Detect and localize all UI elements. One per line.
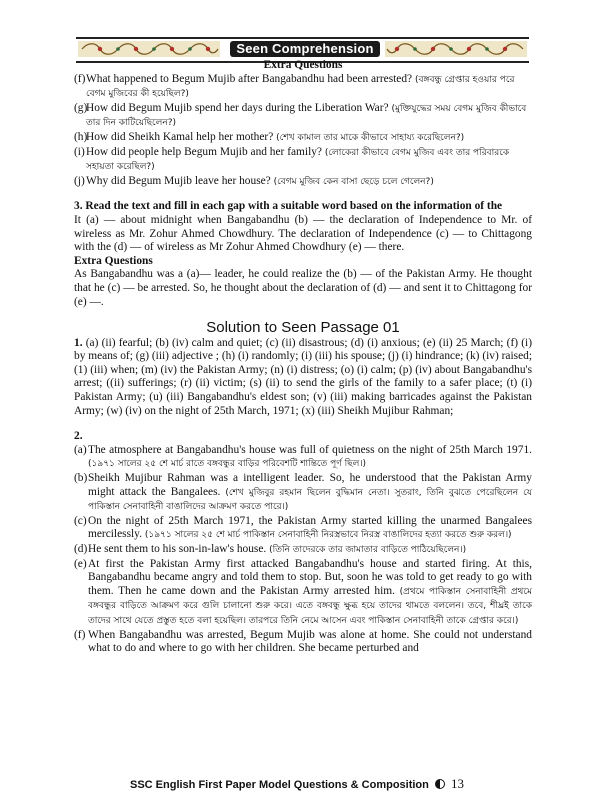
question-english: How did people help Begum Mujib and her family?: [86, 145, 322, 158]
question-text: [86, 146, 532, 175]
section3-text: It (a) — about midnight when Bangabandhu (b) — the declaration of Independence to Mr. of wireless as Mr. Zohur Ahmed Chowdhury. The declaration of Independence (c) — to Chittagong with the (d) — of wireless as Mr Zohur Ahmed Chowdhury (e) — there.: [74, 213, 532, 254]
solution-title: Solution to Seen Passage 01: [206, 319, 400, 337]
answer-label: (b): [74, 472, 88, 485]
answer-label: (a): [74, 443, 87, 456]
extra-questions-heading: Extra Questions: [263, 59, 343, 71]
question-label: (i): [74, 145, 85, 158]
question-item: [74, 175, 532, 190]
question-bangla: (বেগম মুজিব কেন বাসা ছেড়ে চলে গেলেন?): [273, 176, 434, 187]
answer-english: At first the Pakistan Army first attacked Bangabandhu's house and started firing. At this, Bangabandhu became angry and told them to stop. But, soon he was told to get ready to go with them. Then he came down and the Pakistan Army arrested him.: [88, 557, 532, 597]
answer-english: When Bangabandhu was arrested, Begum Mujib was alone at home. She could not understand what to do and where to go with her children. She became perturbed and: [88, 628, 532, 655]
content: [74, 59, 532, 656]
answer-item: [74, 558, 532, 629]
answer-text: [88, 515, 532, 543]
page-number: 13: [451, 776, 464, 791]
answer-text: [88, 629, 532, 656]
answer-bangla: (১৯৭১ সালের ২৫ শে মার্চ রাতে বঙ্গবন্ধুর বাড়ির পরিবেশটি শান্তিতে পূর্ণ ছিল।): [88, 459, 367, 470]
answer-english: He sent them to his son-in-law's house.: [88, 543, 267, 555]
answer-text: [88, 558, 532, 629]
answer-text: [88, 444, 532, 472]
answer-item: [74, 472, 532, 515]
question-bangla: (লোকেরা কীভাবে বেগম মুজিব এবং তার পরিবারকে সহায়তা করেছিল?): [86, 147, 510, 173]
answer-label: (e): [74, 557, 87, 570]
section3-title: 3. Read the text and fill in each gap with a suitable word based on the information of the: [74, 200, 503, 213]
answer-bangla: (শেখ মুজিবুর রহমান ছিলেন বুদ্ধিমান নেতা। সুতরাং, তিনি বুঝতে পেরেছিলেন যে পাকিস্তান সেনাবাহিনী বাঙালিদের আক্রমণ করতে পারে।): [88, 487, 532, 513]
section3-extra-heading: Extra Questions: [74, 254, 153, 267]
question-label: (f): [74, 72, 86, 85]
question-label: (h): [74, 130, 88, 143]
answer-label: (d): [74, 543, 88, 555]
answer-label: (f): [74, 628, 86, 641]
question-english: What happened to Begum Mujib after Bangabandhu had been arrested?: [86, 72, 413, 85]
footer-book-title: SSC English First Paper Model Questions & Composition: [130, 779, 429, 791]
answer-1-label: 1.: [74, 336, 83, 349]
question-bangla: (মুক্তিযুদ্ধের সময় বেগম মুজিব কীভাবে তার দিন কাটিয়েছিলেন?): [86, 103, 527, 129]
question-text: [86, 131, 532, 146]
answer-2-label: 2.: [74, 430, 83, 443]
question-text: [86, 73, 532, 102]
answer-label: (c): [74, 514, 87, 527]
half-circle-icon: [435, 779, 445, 789]
question-item: [74, 102, 532, 131]
answer-text: [88, 543, 532, 558]
question-label: (g): [74, 101, 88, 114]
answer-item: [74, 543, 532, 558]
question-item: [74, 73, 532, 102]
page-footer: [130, 776, 530, 792]
answer-item: [74, 444, 532, 472]
question-bangla: (বঙ্গবন্ধু গ্রেপ্তার হওয়ার পরে বেগম মুজিবের কী হয়েছিল?): [86, 74, 515, 100]
answer-1: [74, 337, 532, 419]
answer-english: The atmosphere at Bangabandhu's house was full of quietness on the night of 25th March 1971.: [88, 443, 532, 456]
question-english: How did Begum Mujib spend her days during the Liberation War?: [86, 101, 389, 114]
ornament-right-icon: [385, 41, 527, 57]
question-bangla: (শেখ কামাল তার মাকে কীভাবে সাহায্য করেছিলেন?): [276, 132, 465, 143]
answer-item: [74, 629, 532, 656]
section3-extra-text: As Bangabandhu was a (a)— leader, he could realize the (b) — of the Pakistan Army. He thought that he (c) — be arrested. So, he thought about the declaration of (d) — and sent it to Chittagong for (e) —.: [74, 268, 532, 308]
section-title: Seen Comprehension: [230, 41, 380, 57]
answer-bangla: (প্রথমে পাকিস্তান সেনাবাহিনী প্রথমে বঙ্গবন্ধুর বাড়িতে আক্রমণ করে গুলি চালানো শুরু করে। এতে বঙ্গবন্ধু ক্ষুব্ধ হয়ে তাদের থামতে বললেন। তবে, শীঘ্রই তাকে তাদের সাথে যেতে প্রস্তুত হতে বলা হয়েছিল। তারপরে তিনি নেমে আসেন এবং পাকিস্তান সেনাবাহিনী তাকে গ্রেপ্তার করে।): [88, 586, 532, 626]
question-english: How did Sheikh Kamal help her mother?: [86, 130, 274, 143]
answer-bangla: (তিনি তাদেরকে তার জামাতার বাড়িতে পাঠিয়েছিলেন।): [269, 545, 467, 555]
question-english: Why did Begum Mujib leave her house?: [86, 174, 271, 187]
answer-item: [74, 515, 532, 543]
question-label: (j): [74, 174, 85, 187]
question-text: [86, 175, 532, 190]
answer-english: On the night of 25th March 1971, the Pakistan Army started killing the unarmed Bangalees mercilessly.: [88, 514, 532, 541]
answer-bangla: (১৯৭১ সালের ২৫ শে মার্চ পাকিস্তান সেনাবাহিনী নিরস্ত্রভাবে নিরস্ত্র বাঙালিদের হত্যা করতে শুরু করল।): [144, 530, 512, 541]
question-text: [86, 102, 532, 131]
ornament-left-icon: [78, 41, 220, 57]
answer-1-text: (a) (ii) fearful; (b) (iv) calm and quiet; (c) (ii) disastrous; (d) (i) anxious; (e) (ii) 25 March; (f) (i) by means of; (g) (iii) adjective ; (h) (i) randomly; (i) (iii) his spouse; (j) (i) hindrance; (k) (iv) raised; (1) (iii) when; (m) (iv) the Pakistan Army; (n) (i) distress; (o) (i) calm; (p) (iv) about Bangabandhu's arrest; ((ii) sufferings; (r) (ii) victim; (s) (ii) to send the girls of the family to a safer place; (t) (i) Pakistan Army; (u) (iii) Bangabandhu's eldest son; (v) (iii) making barricades against the Pakistan Army; (w) (iv) on the night of 25th March, 1971; (x) (iii) Sheikh Mujibur Rahman;: [74, 336, 532, 417]
question-item: [74, 131, 532, 146]
answer-text: [88, 472, 532, 515]
answer-english: Sheikh Mujibur Rahman was a intelligent leader. So, he understood that the Pakistan Army might attack the Bangalees.: [88, 472, 532, 498]
question-item: [74, 146, 532, 175]
